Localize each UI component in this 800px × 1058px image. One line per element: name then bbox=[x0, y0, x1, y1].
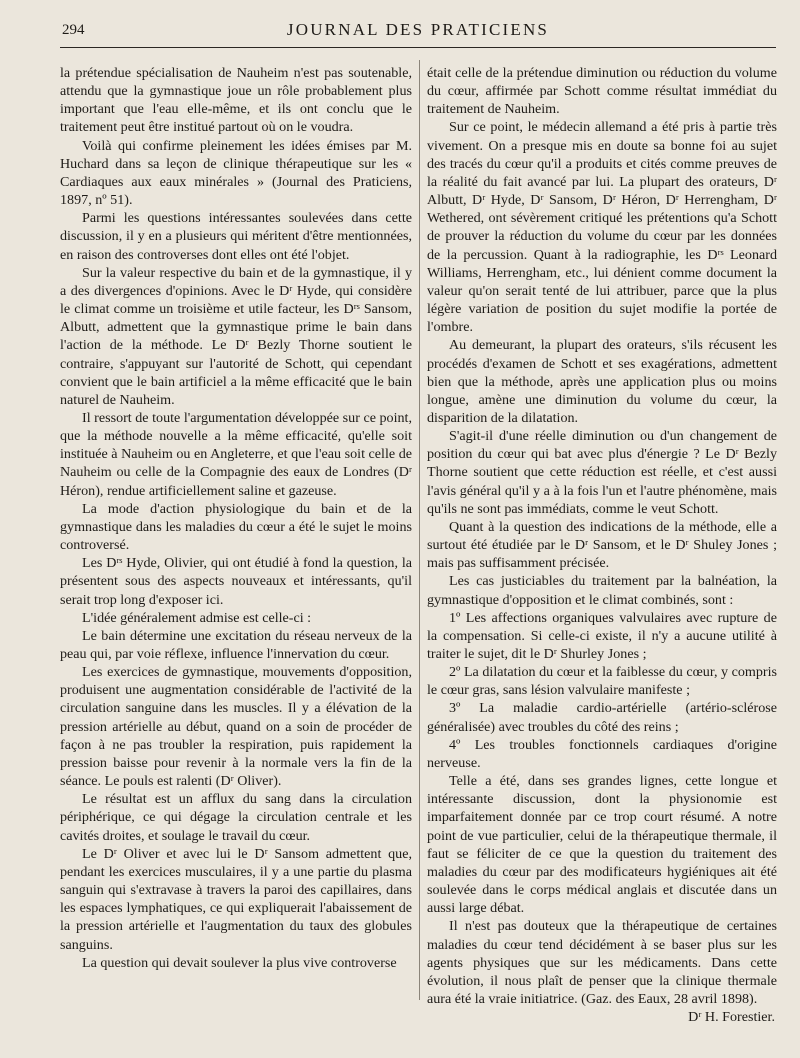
paragraph: Le résultat est un afflux du sang dans la circulation périphérique, ce qui dégage la circulation centrale et les cavités droites, et soulage le travail du cœur. bbox=[60, 791, 412, 844]
paragraph: La mode d'action physiologique du bain et de la gymnastique dans les maladies du cœur a été le sujet le moins controversé. bbox=[60, 500, 412, 554]
paragraph: Telle a été, dans ses grandes lignes, cette longue et intéressante discussion, dont la physionomie est imparfaitement donnée par ce trop court résumé. A notre point de vue particulier, celui de la thérapeutique thermale, il faut se féliciter de ce que la question du traitement des maladies du cœur par des modificateurs hygiéniques ait été soulevée dans le corps médical anglais et discutée dans un aussi large débat. bbox=[427, 773, 777, 917]
right-column bbox=[427, 64, 777, 1026]
paragraph: Au demeurant, la plupart des orateurs, s'ils récusent les procédés d'examen de Schott et ses exagérations, admettent bien que la méthode, après une application plus ou moins longue, amène une diminution du volume du cœur, la disparition de la dilatation. bbox=[427, 337, 777, 426]
column-divider bbox=[419, 60, 420, 1000]
paragraph: la prétendue spécialisation de Nauheim n'est pas soutenable, attendu que la gymnastique joue un rôle probablement plus important que l'eau elle-même, et ils ont conclu que le traitement peut être institué partout où on le voudra. bbox=[60, 65, 412, 136]
list-item: 1º Les affections organiques valvulaires avec rupture de la compensation. Si celle-ci existe, il n'y a aucune utilité à traiter le sujet, dit le Dʳ Shurley Jones ; bbox=[427, 609, 777, 662]
list-item: 3º La maladie cardio-artérielle (artério-sclérose généralisée) avec troubles du côté des reins ; bbox=[427, 700, 777, 735]
paragraph: Les Dʳˢ Hyde, Olivier, qui ont étudié à fond la question, la présentent sous des aspects nouveaux et intéressants, qu'il serait trop long d'exposer ici. bbox=[60, 555, 412, 608]
paragraph: Voilà qui confirme pleinement les idées émises par M. Huchard dans sa leçon de clinique thérapeutique sur les « Cardiaques aux eaux minérales » (Journal des Praticiens, 1897, nº 51). bbox=[60, 137, 412, 209]
paragraph: Il n'est pas douteux que la thérapeutique de certaines maladies du cœur tend décidément à se baser plus sur les agents physiques que sur les médicaments. Dans cette évolution, il nous plaît de penser que la clinique thermale aura été la vraie initiatrice. (Gaz. des Eaux, 28 avril 1898). bbox=[427, 918, 777, 1007]
paragraph: Le Dʳ Oliver et avec lui le Dʳ Sansom admettent que, pendant les exercices musculaires, il y a une partie du plasma sanguin qui s'extravase à travers la paroi des capillaires, dans les espaces lymphatiques, ce qui expliquerait l'abaissement de la pression artérielle et l'augmentation du taux des globules sanguins. bbox=[60, 845, 412, 953]
paragraph: Quant à la question des indications de la méthode, elle a surtout été étudiée par le Dʳ Sansom, et le Dʳ Shuley Jones ; mais pas suffisamment précisée. bbox=[427, 518, 777, 572]
paragraph: L'idée généralement admise est celle-ci : bbox=[82, 609, 312, 626]
paragraph: était celle de la prétendue diminution ou réduction du volume du cœur, affirmée par Schott comme résultat immédiat du traitement de Nauheim. bbox=[427, 65, 777, 118]
paragraph: La question qui devait soulever la plus vive controverse bbox=[82, 954, 397, 971]
paragraph: Les exercices de gymnastique, mouvements d'opposition, produisent une augmentation considérable de l'activité de la circulation sanguine dans les muscles. Il y a élévation de la pression artérielle au début, quand on a soin de procéder de façon à ne pas troubler la respiration, puis rapidement la pression baisse pour revenir à la normale vers la fin de la séance. Le pouls est ralenti (Dʳ Oliver). bbox=[60, 664, 412, 790]
list-item: 4º Les troubles fonctionnels cardiaques d'origine nerveuse. bbox=[427, 736, 777, 771]
paragraph: Les cas justiciables du traitement par la balnéation, la gymnastique d'opposition et le climat combinés, sont : bbox=[427, 573, 777, 608]
left-column bbox=[60, 64, 412, 972]
paragraph: Le bain détermine une excitation du réseau nerveux de la peau qui, par voie réflexe, influence l'innervation du cœur. bbox=[60, 627, 412, 662]
author-signature: Dʳ H. Forestier. bbox=[688, 1009, 775, 1026]
list-item: 2º La dilatation du cœur et la faiblesse du cœur, y compris le cœur gras, sans lésion valvulaire manifeste ; bbox=[427, 664, 777, 699]
header-rule bbox=[60, 47, 776, 48]
page-number: 294 bbox=[62, 22, 85, 38]
paragraph: S'agit-il d'une réelle diminution ou d'un changement de position du cœur qui bat avec plus d'énergie ? Le Dʳ Bezly Thorne soutient que cette réduction est réelle, et c'est aussi l'avis général qu'il y a à la fois l'un et l'autre phénomène, mais qu'ils ne sont pas immédiats, comme le veut Schott. bbox=[427, 428, 777, 517]
paragraph: Parmi les questions intéressantes soulevées dans cette discussion, il y en a plusieurs qui méritent d'être mentionnées, en raison des controverses dont elles ont été l'objet. bbox=[60, 210, 412, 263]
paragraph: Il ressort de toute l'argumentation développée sur ce point, que la méthode nouvelle a la même efficacité, qu'elle soit instituée à Nauheim ou en Angleterre, et que l'eau soit celle de Nauheim ou celle de la Compagnie des eaux de Londres (Dʳ Héron), rendue artificiellement saline et gazeuse. bbox=[60, 409, 412, 499]
paragraph: Sur ce point, le médecin allemand a été pris à partie très vivement. On a presque mis en doute sa bonne foi au sujet des tracés du cœur qu'il a produits et cités comme preuves de la réalité du fait avancé par lui. La plupart des orateurs, Dʳ Albutt, Dʳ Hyde, Dʳ Sansom, Dʳ Héron, Dʳ Herrengham, Dʳ Wethered, ont sévèrement critiqué les prétentions qu'a Schott de prouver la réduction du volume du cœur par les données de la percussion. Quant à la radiographie, les Dʳˢ Leonard Williams, Herrengham, etc., lui dénient comme document la valeur qu'on serait tenté de lui attribuer, parce que la plus légère variation de position du sujet modifie la portée de l'ombre. bbox=[427, 119, 777, 336]
paragraph: Sur la valeur respective du bain et de la gymnastique, il y a des divergences d'opinions. Avec le Dʳ Hyde, qui considère le climat comme un troisième et utile facteur, les Dʳˢ Sansom, Albutt, admettent que la gymnastique prime le bain dans l'action de la méthode. Le Dʳ Bezly Thorne soutient le contraire, s'appuyant sur l'autorité de Schott, qui cependant convient que le bain artificiel a la même efficacité que le bain naturel de Nauheim. bbox=[60, 264, 412, 408]
journal-title: JOURNAL DES PRATICIENS bbox=[286, 20, 550, 39]
page-header bbox=[60, 18, 776, 46]
